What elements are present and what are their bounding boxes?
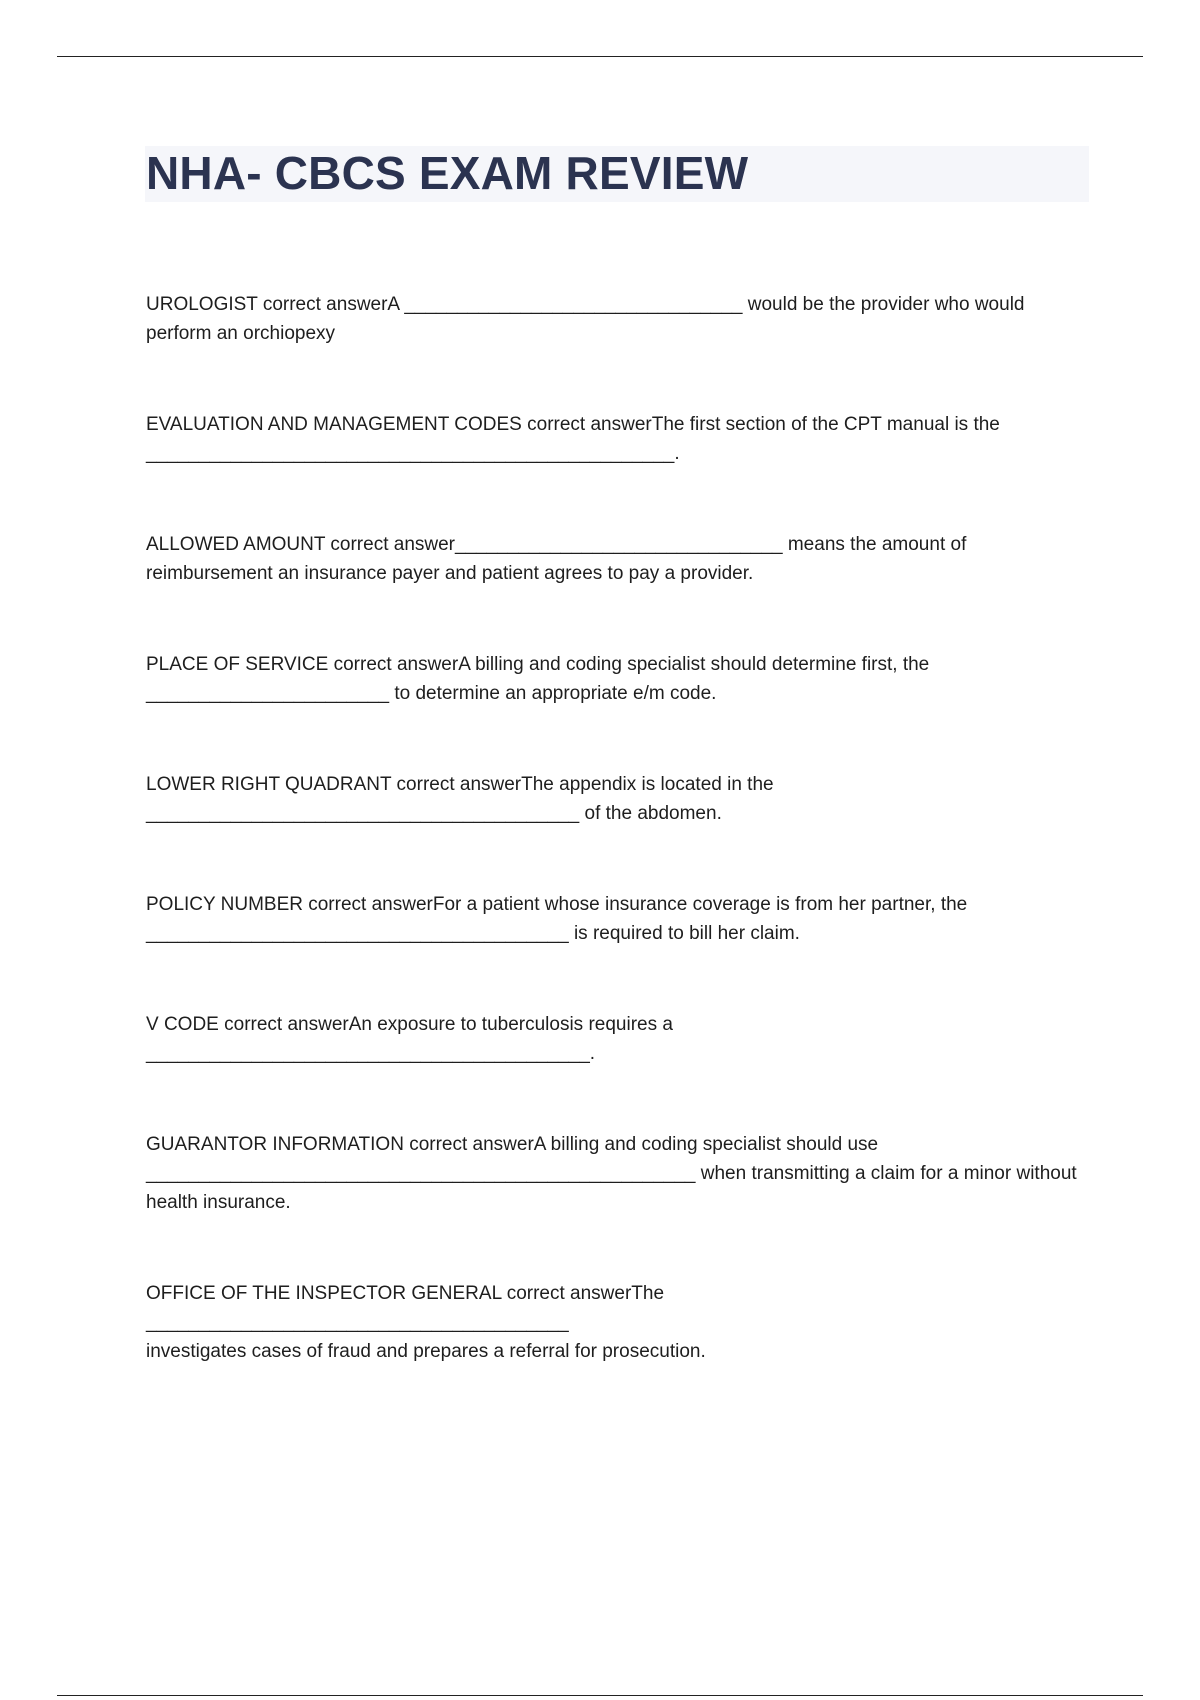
- question-line: PLACE OF SERVICE correct answerA billing and coding specialist should determine first, the: [146, 654, 930, 675]
- question-entry: [146, 890, 1091, 948]
- question-entry: [146, 1010, 1091, 1068]
- question-line: investigates cases of fraud and prepares a referral for prosecution.: [146, 1341, 706, 1362]
- question-line: _________________________________________ of the abdomen.: [146, 803, 722, 824]
- question-line: ________________________________________ is required to bill her claim.: [146, 923, 800, 944]
- question-line: __________________________________________.: [146, 1043, 596, 1064]
- question-line: UROLOGIST correct answerA ________________________________ would be the provider who would: [146, 294, 1025, 315]
- question-line: LOWER RIGHT QUADRANT correct answerThe appendix is located in the: [146, 774, 774, 795]
- question-list: [146, 290, 1091, 1428]
- document-title: NHA- CBCS EXAM REVIEW: [146, 147, 749, 199]
- question-line: ____________________________________________________ when transmitting a claim for a minor without: [146, 1163, 1077, 1184]
- question-line: POLICY NUMBER correct answerFor a patient whose insurance coverage is from her partner, the: [146, 894, 968, 915]
- question-line: __________________________________________________.: [146, 443, 680, 464]
- question-line: reimbursement an insurance payer and patient agrees to pay a provider.: [146, 563, 754, 584]
- question-entry: [146, 530, 1091, 588]
- question-entry: [146, 1279, 1091, 1366]
- bottom-rule: [57, 1695, 1143, 1696]
- question-line: _______________________ to determine an appropriate e/m code.: [146, 683, 717, 704]
- question-line: EVALUATION AND MANAGEMENT CODES correct answerThe first section of the CPT manual is the: [146, 414, 1000, 435]
- question-entry: [146, 650, 1091, 708]
- question-line: health insurance.: [146, 1192, 291, 1213]
- question-entry: [146, 1130, 1091, 1217]
- question-entry: [146, 770, 1091, 828]
- question-line: perform an orchiopexy: [146, 323, 336, 344]
- question-line: ALLOWED AMOUNT correct answer_______________________________ means the amount of: [146, 534, 967, 555]
- question-line: OFFICE OF THE INSPECTOR GENERAL correct answerThe ________________________________________: [146, 1283, 665, 1333]
- question-line: GUARANTOR INFORMATION correct answerA billing and coding specialist should use: [146, 1134, 879, 1155]
- question-entry: [146, 290, 1091, 348]
- question-entry: [146, 410, 1091, 468]
- question-line: V CODE correct answerAn exposure to tuberculosis requires a: [146, 1014, 673, 1035]
- top-rule: [57, 56, 1143, 57]
